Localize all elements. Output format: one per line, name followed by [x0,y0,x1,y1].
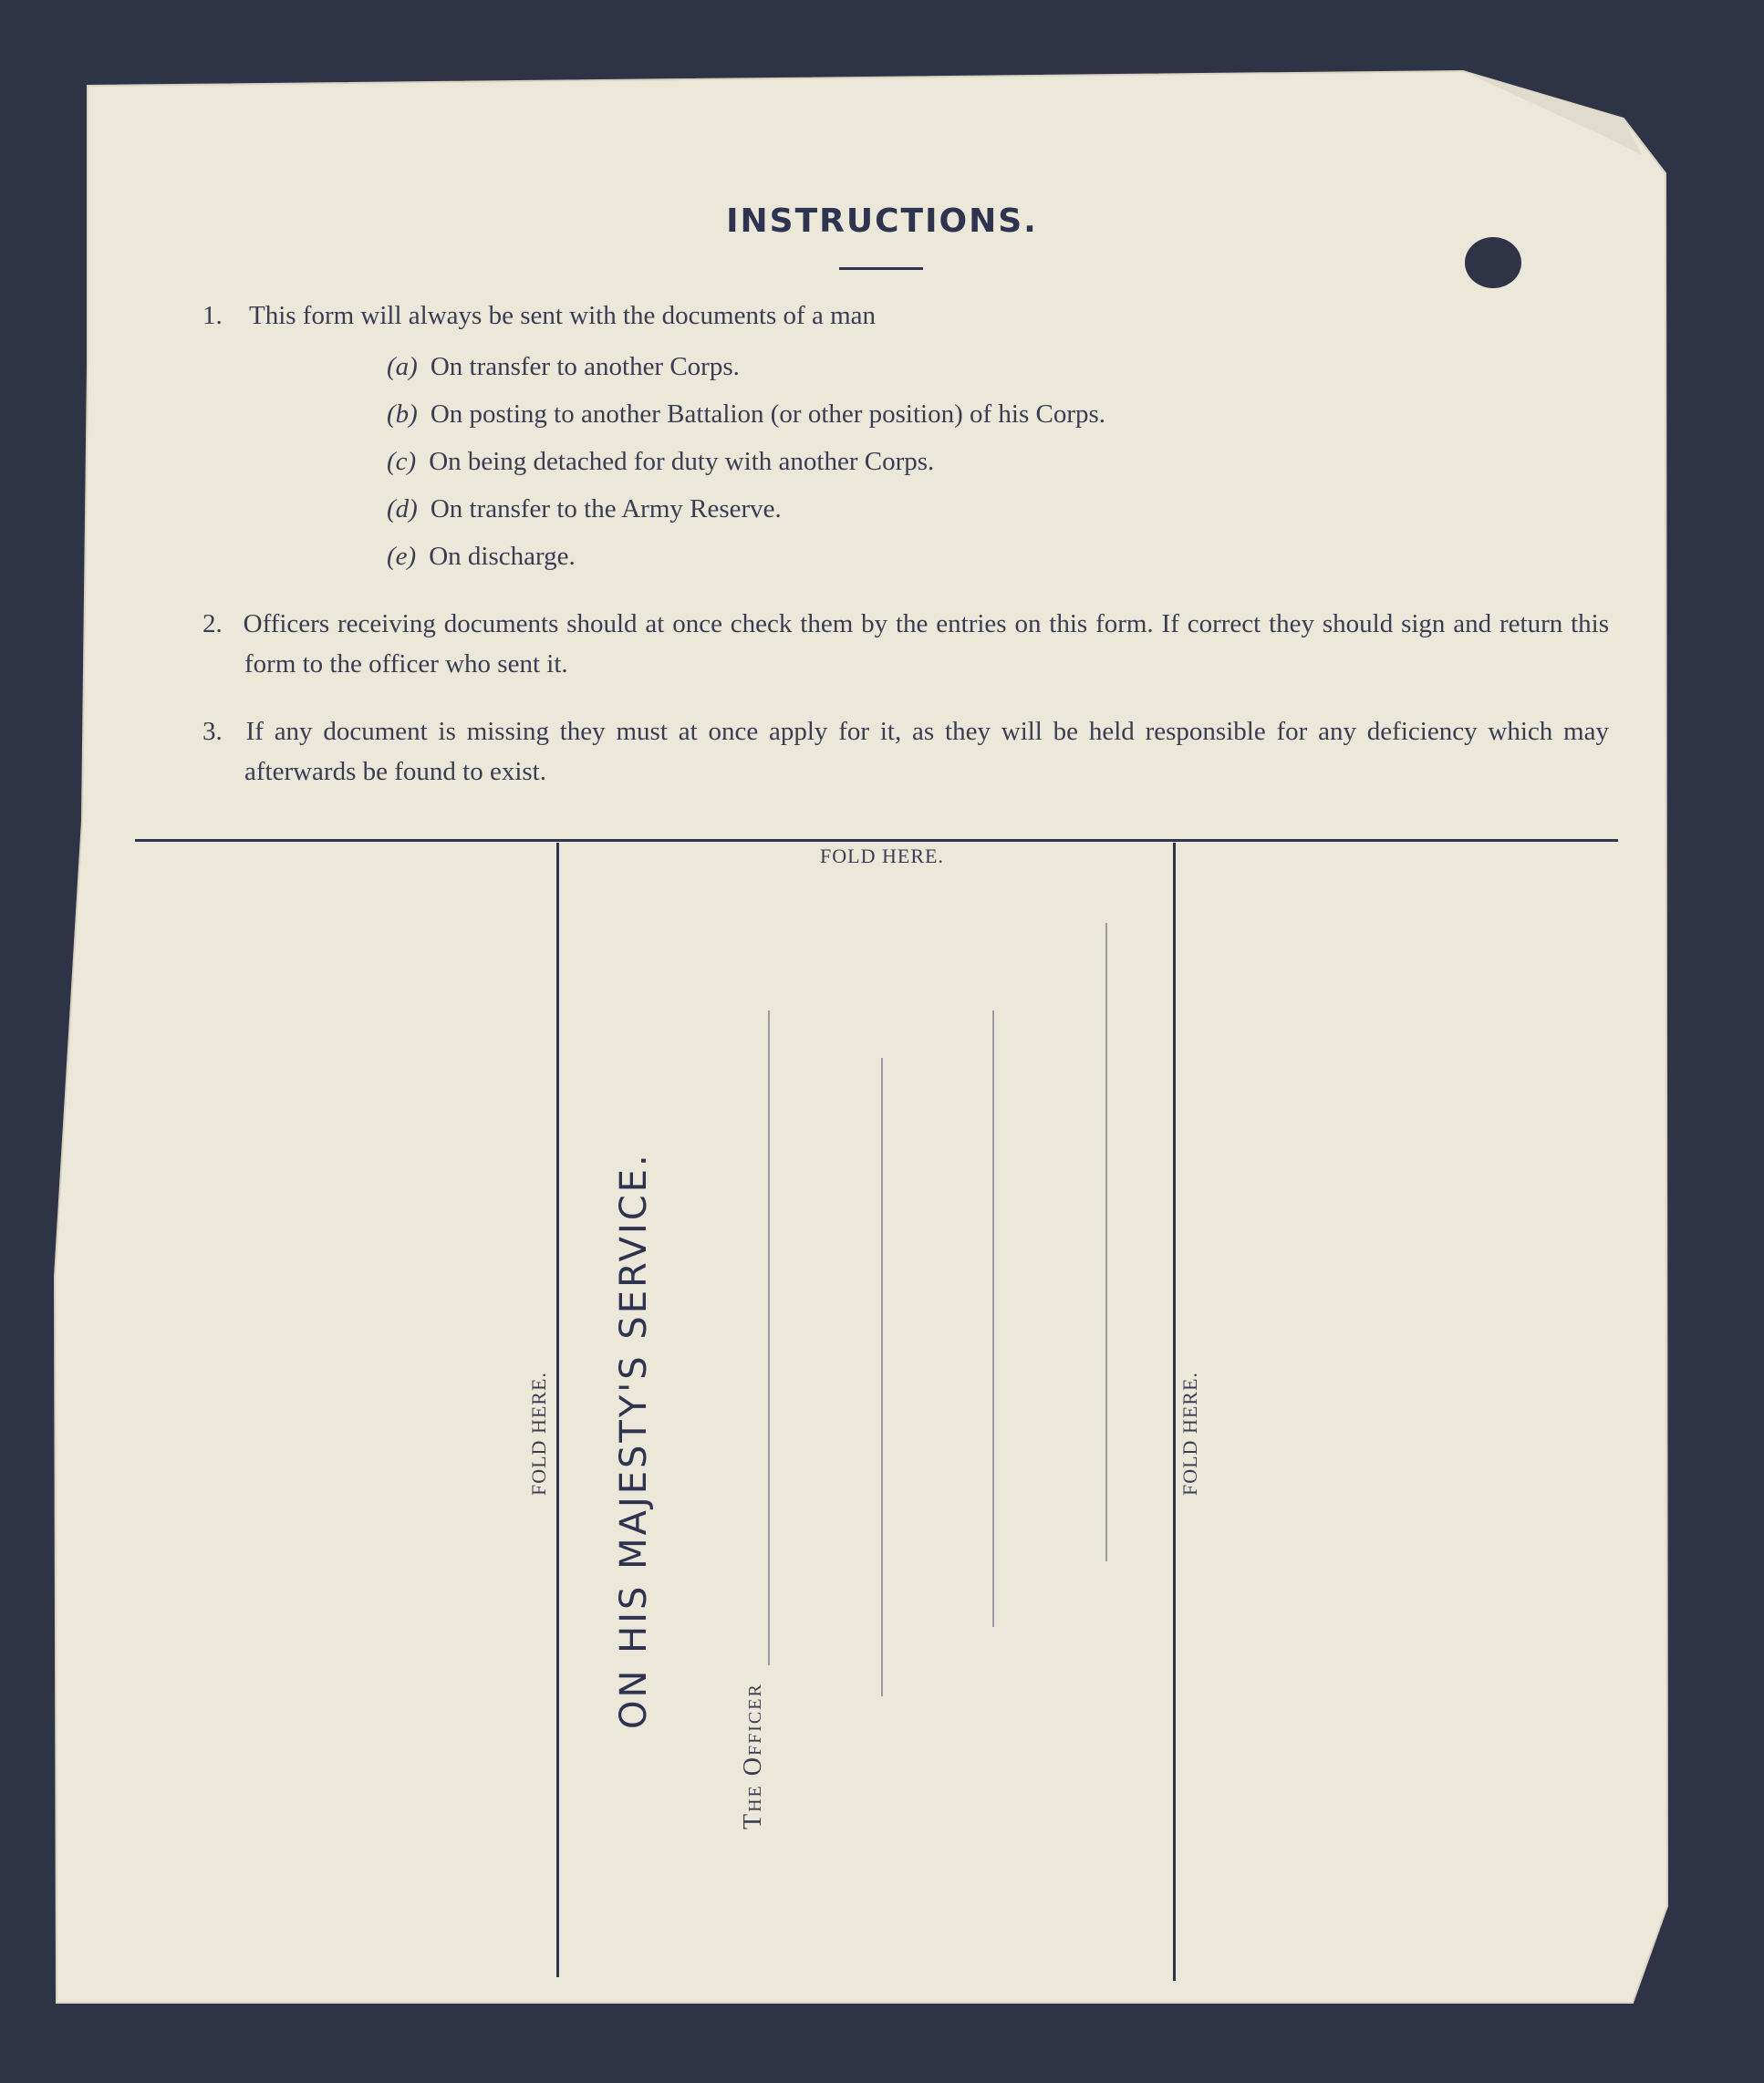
sub-item-text: On discharge. [429,542,576,571]
sub-item-text: On transfer to another Corps. [430,352,740,381]
sub-item-a [387,347,740,387]
address-line-3 [992,1010,994,1627]
instruction-number: 2. [202,609,223,638]
sub-item-e [387,536,576,576]
fold-here-right: FOLD HERE. [1178,1372,1201,1496]
right-fold-line [1173,843,1176,1981]
instruction-2 [202,604,1609,684]
sub-item-b [387,394,1105,434]
instruction-text: Officers receiving documents should at once check them by the entries on this form. If correct they should sign and return this form to the officer who sent it. [243,609,1610,679]
address-line-4 [1105,923,1107,1561]
sub-item-letter: (e) [387,542,417,571]
sub-item-text: On transfer to the Army Reserve. [430,494,782,523]
fold-here-left: FOLD HERE. [527,1372,550,1496]
punch-hole [1465,237,1521,288]
sub-item-letter: (c) [387,447,417,476]
sub-item-letter: (a) [387,352,418,381]
service-heading: ON HIS MAJESTY'S SERVICE. [613,1152,655,1729]
instruction-text: If any document is missing they must at once apply for it, as they will be held responsible for any deficiency which may afterwards be found to exist. [244,717,1609,786]
sub-item-c [387,441,934,482]
sub-item-d [387,489,782,529]
fold-here-top: FOLD HERE. [820,845,944,867]
sub-item-text: On posting to another Battalion (or other position) of his Corps. [430,399,1106,429]
sub-item-letter: (d) [387,494,418,523]
instruction-3 [202,711,1609,792]
instruction-text: This form will always be sent with the documents of a man [249,301,876,330]
sub-item-letter: (b) [387,399,418,429]
instruction-number: 3. [202,717,223,746]
title-underline [839,267,923,270]
left-fold-line [556,843,559,1977]
address-line-1 [768,1010,770,1665]
horizontal-fold-line [135,839,1618,842]
instruction-number: 1. [202,301,223,330]
address-label: The Officer [739,1683,767,1829]
sub-item-text: On being detached for duty with another Corps. [429,447,935,476]
instruction-1 [202,295,876,336]
address-line-2 [881,1058,883,1696]
page-title: INSTRUCTIONS. [726,202,1038,240]
